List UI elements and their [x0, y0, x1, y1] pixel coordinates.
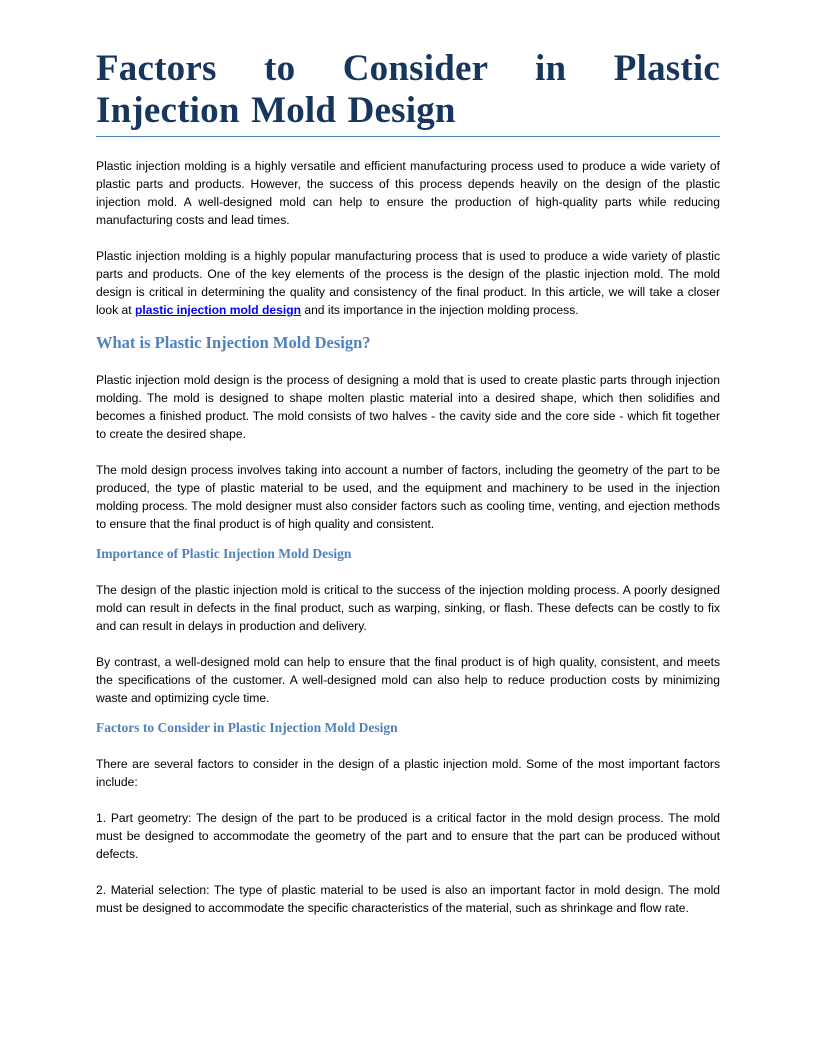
what-is-heading: What is Plastic Injection Mold Design?: [96, 333, 371, 352]
importance-heading: Importance of Plastic Injection Mold Design: [96, 546, 352, 561]
what-is-paragraph-1: Plastic injection mold design is the process of designing a mold that is used to create plastic parts through injection molding. The mold is designed to shape molten plastic material into a desired shape, which then solidifies and becomes a finished product. The mold consists of two halves - the cavity side and the core side - which fit together to create the desired shape.: [96, 373, 720, 441]
plastic-injection-mold-design-link[interactable]: plastic injection mold design: [135, 303, 301, 317]
intro-paragraph-2-text-after: and its importance in the injection molding process.: [300, 303, 579, 317]
factors-heading: Factors to Consider in Plastic Injection Mold Design: [96, 720, 398, 735]
document-page: [96, 48, 720, 917]
intro-paragraph-1: Plastic injection molding is a highly versatile and efficient manufacturing process used to produce a wide variety of plastic parts and products. However, the success of this process depends heavily on the design of the plastic injection mold. A well-designed mold can help to ensure the production of high-quality parts while reducing manufacturing costs and lead times.: [96, 159, 720, 227]
factor-item-material-selection: 2. Material selection: The type of plastic material to be used is also an important factor in mold design. The mold must be designed to accommodate the specific characteristics of the material, such as shrinkage and flow rate.: [96, 883, 720, 915]
intro-paragraph-2: [96, 247, 720, 319]
page-title: Factors to Consider in Plastic Injection Mold Design: [96, 48, 720, 137]
what-is-paragraph-2: The mold design process involves taking into account a number of factors, including the geometry of the part to be produced, the type of plastic material to be used, and the equipment and machinery to be used in the injection molding process. The mold designer must also consider factors such as cooling time, venting, and ejection methods to ensure that the final product is of high quality and consistent.: [96, 463, 720, 531]
importance-paragraph-2: By contrast, a well-designed mold can help to ensure that the final product is of high quality, consistent, and meets the specifications of the customer. A well-designed mold can also help to reduce production costs by minimizing waste and optimizing cycle time.: [96, 655, 720, 705]
factor-item-part-geometry: 1. Part geometry: The design of the part to be produced is a critical factor in the mold design process. The mold must be designed to accommodate the geometry of the part and to ensure that the part can be produced without defects.: [96, 811, 720, 861]
intro-paragraph-2-text-before: Plastic injection molding is a highly popular manufacturing process that is used to produce a wide variety of plastic parts and products. One of the key elements of the process is the design of the plastic injection mold. The mold design is critical in determining the quality and consistency of the final product. In this article, we will take a closer look at: [96, 249, 720, 317]
factors-paragraph-1: There are several factors to consider in the design of a plastic injection mold. Some of the most important factors include:: [96, 757, 720, 789]
importance-paragraph-1: The design of the plastic injection mold is critical to the success of the injection molding process. A poorly designed mold can result in defects in the final product, such as warping, sinking, or flash. These defects can be costly to fix and can result in delays in production and delivery.: [96, 583, 720, 633]
